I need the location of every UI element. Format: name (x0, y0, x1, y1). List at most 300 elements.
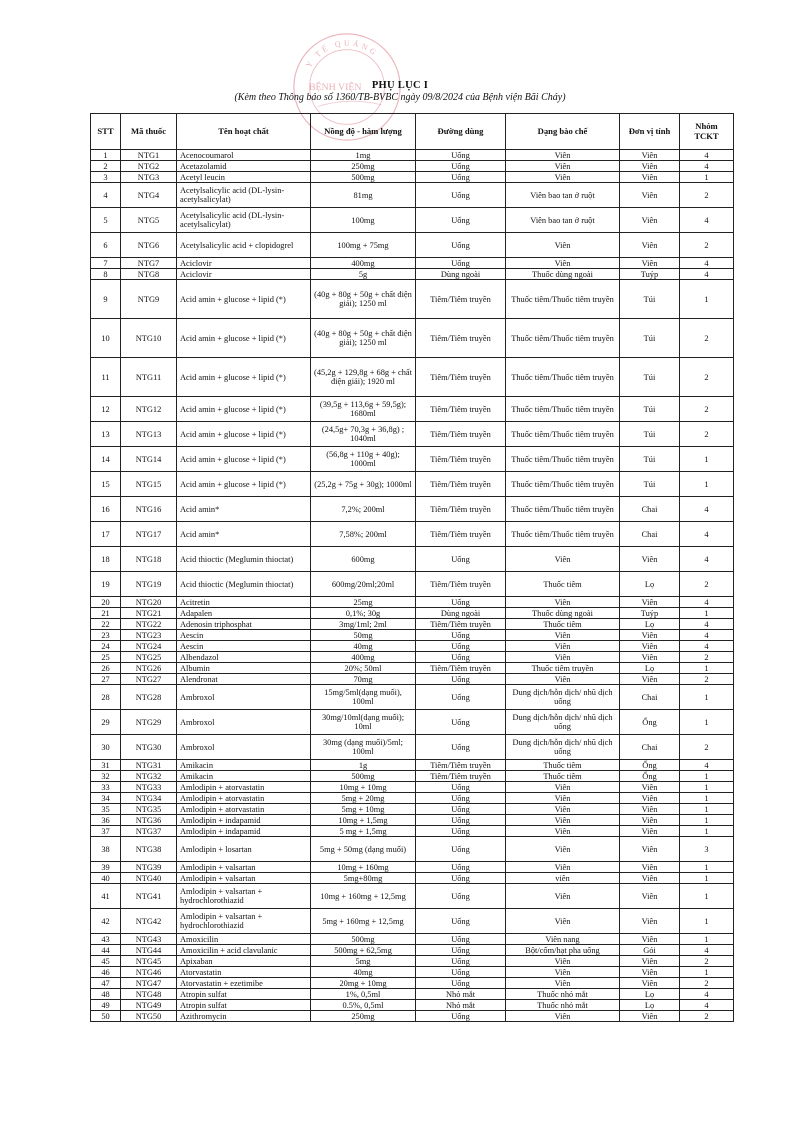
cell-nong-do: 0.5%, 0,5ml (311, 1000, 416, 1011)
cell-stt: 35 (91, 804, 121, 815)
cell-duong-dung: Uống (416, 793, 506, 804)
cell-ten-hoat-chat: Acid amin* (177, 497, 311, 522)
cell-stt: 21 (91, 608, 121, 619)
cell-nong-do: 500mg (311, 771, 416, 782)
cell-nhom-tckt: 1 (680, 608, 734, 619)
table-row (91, 422, 734, 447)
cell-stt: 7 (91, 258, 121, 269)
table-row (91, 1000, 734, 1011)
cell-nhom-tckt: 1 (680, 873, 734, 884)
cell-dang-bao-che: Bột/cốm/hạt pha uống (506, 945, 620, 956)
cell-duong-dung: Uống (416, 884, 506, 909)
cell-dang-bao-che: Thuốc tiêm/Thuốc tiêm truyền (506, 447, 620, 472)
cell-nong-do: (24,5g+ 70,3g + 36,8g) ; 1040ml (311, 422, 416, 447)
cell-nong-do: 1mg (311, 150, 416, 161)
cell-ten-hoat-chat: Amlodipin + valsartan (177, 862, 311, 873)
table-row (91, 280, 734, 319)
table-row (91, 909, 734, 934)
cell-nong-do: 10mg + 1,5mg (311, 815, 416, 826)
table-row (91, 497, 734, 522)
cell-nhom-tckt: 4 (680, 945, 734, 956)
cell-stt: 12 (91, 397, 121, 422)
cell-don-vi-tinh: Lọ (620, 572, 680, 597)
cell-nhom-tckt: 1 (680, 172, 734, 183)
cell-dang-bao-che: Viên (506, 956, 620, 967)
cell-ma-thuoc: NTG18 (121, 547, 177, 572)
cell-nhom-tckt: 4 (680, 150, 734, 161)
cell-stt: 19 (91, 572, 121, 597)
cell-dang-bao-che: Viên (506, 804, 620, 815)
cell-ten-hoat-chat: Aciclovir (177, 269, 311, 280)
cell-stt: 25 (91, 652, 121, 663)
cell-ma-thuoc: NTG17 (121, 522, 177, 547)
table-row (91, 183, 734, 208)
col-header-nhom-tckt: Nhóm TCKT (680, 114, 734, 150)
cell-dang-bao-che: Viên (506, 1011, 620, 1022)
cell-ma-thuoc: NTG21 (121, 608, 177, 619)
cell-dang-bao-che: Thuốc tiêm truyền (506, 663, 620, 674)
cell-ma-thuoc: NTG36 (121, 815, 177, 826)
table-row (91, 522, 734, 547)
cell-ma-thuoc: NTG16 (121, 497, 177, 522)
cell-stt: 1 (91, 150, 121, 161)
cell-don-vi-tinh: Gói (620, 945, 680, 956)
cell-don-vi-tinh: Ống (620, 771, 680, 782)
cell-nhom-tckt: 4 (680, 619, 734, 630)
table-row (91, 1011, 734, 1022)
cell-nhom-tckt: 2 (680, 183, 734, 208)
cell-dang-bao-che: Thuốc tiêm (506, 572, 620, 597)
table-row (91, 447, 734, 472)
table-row (91, 884, 734, 909)
cell-duong-dung: Tiêm/Tiêm truyền (416, 663, 506, 674)
cell-dang-bao-che: Thuốc tiêm (506, 619, 620, 630)
cell-nhom-tckt: 2 (680, 572, 734, 597)
table-row (91, 597, 734, 608)
cell-don-vi-tinh: Lọ (620, 1000, 680, 1011)
cell-duong-dung: Tiêm/Tiêm truyền (416, 280, 506, 319)
cell-ten-hoat-chat: Aescin (177, 641, 311, 652)
cell-stt: 8 (91, 269, 121, 280)
table-row (91, 150, 734, 161)
cell-ten-hoat-chat: Acetylsalicylic acid + clopidogrel (177, 233, 311, 258)
cell-stt: 40 (91, 873, 121, 884)
cell-nhom-tckt: 1 (680, 793, 734, 804)
cell-don-vi-tinh: Ống (620, 710, 680, 735)
cell-don-vi-tinh: Viên (620, 873, 680, 884)
cell-don-vi-tinh: Viên (620, 815, 680, 826)
col-header-stt: STT (91, 114, 121, 150)
cell-nong-do: 600mg (311, 547, 416, 572)
cell-ma-thuoc: NTG47 (121, 978, 177, 989)
cell-duong-dung: Uống (416, 837, 506, 862)
cell-dang-bao-che: Thuốc tiêm/Thuốc tiêm truyền (506, 472, 620, 497)
table-row (91, 319, 734, 358)
cell-stt: 24 (91, 641, 121, 652)
cell-stt: 36 (91, 815, 121, 826)
table-row (91, 793, 734, 804)
cell-ma-thuoc: NTG13 (121, 422, 177, 447)
cell-ten-hoat-chat: Acetylsalicylic acid (DL-lysin-acetylsalicylat) (177, 183, 311, 208)
cell-dang-bao-che: Thuốc tiêm/Thuốc tiêm truyền (506, 280, 620, 319)
cell-don-vi-tinh: Viên (620, 909, 680, 934)
cell-duong-dung: Uống (416, 641, 506, 652)
cell-don-vi-tinh: Lọ (620, 989, 680, 1000)
cell-don-vi-tinh: Chai (620, 522, 680, 547)
cell-ten-hoat-chat: Acetylsalicylic acid (DL-lysin-acetylsalicylat) (177, 208, 311, 233)
cell-ma-thuoc: NTG44 (121, 945, 177, 956)
cell-duong-dung: Tiêm/Tiêm truyền (416, 472, 506, 497)
cell-duong-dung: Uống (416, 685, 506, 710)
cell-ma-thuoc: NTG38 (121, 837, 177, 862)
cell-duong-dung: Tiêm/Tiêm truyền (416, 522, 506, 547)
table-row (91, 472, 734, 497)
cell-nong-do: 30mg/10ml(dạng muối); 10ml (311, 710, 416, 735)
cell-ma-thuoc: NTG23 (121, 630, 177, 641)
cell-ma-thuoc: NTG1 (121, 150, 177, 161)
cell-stt: 11 (91, 358, 121, 397)
col-header-don-vi-tinh: Đơn vị tính (620, 114, 680, 150)
table-row (91, 358, 734, 397)
cell-nong-do: 5mg + 160mg + 12,5mg (311, 909, 416, 934)
cell-duong-dung: Tiêm/Tiêm truyền (416, 319, 506, 358)
cell-ma-thuoc: NTG34 (121, 793, 177, 804)
cell-ten-hoat-chat: Acid amin + glucose + lipid (*) (177, 358, 311, 397)
document-subtitle: (Kèm theo Thông báo số 1360/TB-BVBC ngày 09/8/2024 của Bệnh viện Bãi Cháy) (234, 92, 566, 103)
cell-stt: 26 (91, 663, 121, 674)
cell-duong-dung: Tiêm/Tiêm truyền (416, 358, 506, 397)
cell-ten-hoat-chat: Acid thioctic (Meglumin thioctat) (177, 572, 311, 597)
cell-ma-thuoc: NTG20 (121, 597, 177, 608)
table-row (91, 760, 734, 771)
cell-dang-bao-che: Viên (506, 233, 620, 258)
cell-ten-hoat-chat: Acid amin* (177, 522, 311, 547)
cell-ten-hoat-chat: Amoxicilin + acid clavulanic (177, 945, 311, 956)
cell-nhom-tckt: 4 (680, 208, 734, 233)
cell-duong-dung: Tiêm/Tiêm truyền (416, 447, 506, 472)
cell-don-vi-tinh: Túi (620, 358, 680, 397)
cell-nong-do: 7,58%; 200ml (311, 522, 416, 547)
cell-stt: 33 (91, 782, 121, 793)
cell-duong-dung: Uống (416, 710, 506, 735)
cell-don-vi-tinh: Chai (620, 735, 680, 760)
cell-nong-do: 100mg (311, 208, 416, 233)
cell-ma-thuoc: NTG12 (121, 397, 177, 422)
cell-ten-hoat-chat: Amlodipin + losartan (177, 837, 311, 862)
cell-ten-hoat-chat: Acid amin + glucose + lipid (*) (177, 447, 311, 472)
cell-stt: 2 (91, 161, 121, 172)
cell-ten-hoat-chat: Amlodipin + atorvastatin (177, 804, 311, 815)
cell-don-vi-tinh: Viên (620, 652, 680, 663)
cell-nong-do: 3mg/1ml; 2ml (311, 619, 416, 630)
cell-nhom-tckt: 2 (680, 956, 734, 967)
table-row (91, 674, 734, 685)
table-row (91, 956, 734, 967)
cell-stt: 13 (91, 422, 121, 447)
cell-nhom-tckt: 2 (680, 233, 734, 258)
cell-duong-dung: Uống (416, 978, 506, 989)
cell-duong-dung: Dùng ngoài (416, 608, 506, 619)
cell-ten-hoat-chat: Acid thioctic (Meglumin thioctat) (177, 547, 311, 572)
cell-dang-bao-che: Viên (506, 909, 620, 934)
cell-duong-dung: Uống (416, 956, 506, 967)
cell-nong-do: 400mg (311, 652, 416, 663)
cell-nong-do: 250mg (311, 161, 416, 172)
cell-dang-bao-che: Thuốc nhỏ mắt (506, 1000, 620, 1011)
cell-dang-bao-che: Dung dịch/hỗn dịch/ nhũ dịch uống (506, 735, 620, 760)
cell-nhom-tckt: 1 (680, 815, 734, 826)
cell-don-vi-tinh: Viên (620, 150, 680, 161)
cell-ten-hoat-chat: Atropin sulfat (177, 989, 311, 1000)
cell-ma-thuoc: NTG39 (121, 862, 177, 873)
cell-don-vi-tinh: Viên (620, 161, 680, 172)
cell-stt: 3 (91, 172, 121, 183)
table-row (91, 826, 734, 837)
cell-dang-bao-che: Thuốc tiêm/Thuốc tiêm truyền (506, 522, 620, 547)
cell-don-vi-tinh: Viên (620, 233, 680, 258)
cell-nong-do: 500mg (311, 934, 416, 945)
table-row (91, 804, 734, 815)
cell-duong-dung: Uống (416, 1011, 506, 1022)
cell-dang-bao-che: Thuốc tiêm/Thuốc tiêm truyền (506, 422, 620, 447)
cell-nhom-tckt: 2 (680, 319, 734, 358)
cell-duong-dung: Uống (416, 674, 506, 685)
stamp-arc-text: Y TẾ QUẢNG (304, 38, 380, 70)
cell-nong-do: 10mg + 10mg (311, 782, 416, 793)
cell-ma-thuoc: NTG22 (121, 619, 177, 630)
cell-ma-thuoc: NTG29 (121, 710, 177, 735)
cell-duong-dung: Uống (416, 630, 506, 641)
table-row (91, 161, 734, 172)
cell-dang-bao-che: Viên (506, 837, 620, 862)
cell-dang-bao-che: Thuốc tiêm/Thuốc tiêm truyền (506, 397, 620, 422)
cell-nhom-tckt: 1 (680, 909, 734, 934)
cell-ma-thuoc: NTG42 (121, 909, 177, 934)
cell-duong-dung: Uống (416, 597, 506, 608)
cell-ten-hoat-chat: Amlodipin + indapamid (177, 815, 311, 826)
cell-dang-bao-che: Viên (506, 978, 620, 989)
table-row (91, 685, 734, 710)
cell-nong-do: 40mg (311, 967, 416, 978)
cell-stt: 38 (91, 837, 121, 862)
cell-ma-thuoc: NTG2 (121, 161, 177, 172)
cell-duong-dung: Nhỏ mắt (416, 1000, 506, 1011)
stamp-center-text: BỆNH VIỆN (308, 81, 362, 93)
cell-stt: 4 (91, 183, 121, 208)
cell-duong-dung: Uống (416, 172, 506, 183)
cell-dang-bao-che: Viên (506, 172, 620, 183)
cell-ten-hoat-chat: Amlodipin + valsartan + hydrochlorothiazid (177, 884, 311, 909)
cell-don-vi-tinh: Viên (620, 884, 680, 909)
cell-don-vi-tinh: Viên (620, 934, 680, 945)
cell-don-vi-tinh: Viên (620, 172, 680, 183)
table-row (91, 652, 734, 663)
table-row (91, 815, 734, 826)
cell-duong-dung: Uống (416, 233, 506, 258)
cell-duong-dung: Uống (416, 804, 506, 815)
cell-nhom-tckt: 1 (680, 447, 734, 472)
cell-nhom-tckt: 4 (680, 989, 734, 1000)
cell-don-vi-tinh: Viên (620, 183, 680, 208)
cell-nhom-tckt: 4 (680, 597, 734, 608)
cell-don-vi-tinh: Túi (620, 447, 680, 472)
cell-ten-hoat-chat: Acid amin + glucose + lipid (*) (177, 397, 311, 422)
cell-don-vi-tinh: Viên (620, 547, 680, 572)
table-row (91, 989, 734, 1000)
cell-don-vi-tinh: Viên (620, 862, 680, 873)
cell-don-vi-tinh: Chai (620, 685, 680, 710)
table-row (91, 771, 734, 782)
col-header-dang-bao-che: Dạng bào chế (506, 114, 620, 150)
cell-ten-hoat-chat: Ambroxol (177, 710, 311, 735)
table-row (91, 873, 734, 884)
cell-ma-thuoc: NTG31 (121, 760, 177, 771)
cell-ten-hoat-chat: Albumin (177, 663, 311, 674)
cell-ten-hoat-chat: Adenosin triphosphat (177, 619, 311, 630)
cell-ma-thuoc: NTG27 (121, 674, 177, 685)
cell-dang-bao-che: Thuốc nhỏ mắt (506, 989, 620, 1000)
cell-dang-bao-che: Viên (506, 150, 620, 161)
table-row (91, 547, 734, 572)
table-row (91, 397, 734, 422)
cell-stt: 44 (91, 945, 121, 956)
cell-nong-do: 100mg + 75mg (311, 233, 416, 258)
cell-nong-do: 5mg + 20mg (311, 793, 416, 804)
cell-nong-do: 25mg (311, 597, 416, 608)
cell-ten-hoat-chat: Alendronat (177, 674, 311, 685)
cell-duong-dung: Tiêm/Tiêm truyền (416, 760, 506, 771)
cell-ten-hoat-chat: Aescin (177, 630, 311, 641)
col-header-duong-dung: Đường dùng (416, 114, 506, 150)
cell-ten-hoat-chat: Acenocoumarol (177, 150, 311, 161)
cell-stt: 10 (91, 319, 121, 358)
cell-ten-hoat-chat: Acid amin + glucose + lipid (*) (177, 472, 311, 497)
cell-nhom-tckt: 2 (680, 358, 734, 397)
cell-ten-hoat-chat: Amlodipin + indapamid (177, 826, 311, 837)
table-row (91, 663, 734, 674)
cell-dang-bao-che: Dung dịch/hỗn dịch/ nhũ dịch uống (506, 685, 620, 710)
cell-nong-do: (56,8g + 110g + 40g); 1000ml (311, 447, 416, 472)
cell-duong-dung: Uống (416, 208, 506, 233)
cell-nhom-tckt: 1 (680, 472, 734, 497)
cell-don-vi-tinh: Viên (620, 208, 680, 233)
table-row (91, 837, 734, 862)
cell-duong-dung: Tiêm/Tiêm truyền (416, 422, 506, 447)
cell-nhom-tckt: 4 (680, 269, 734, 280)
cell-ten-hoat-chat: Ambroxol (177, 735, 311, 760)
cell-nhom-tckt: 2 (680, 422, 734, 447)
cell-ten-hoat-chat: Atropin sulfat (177, 1000, 311, 1011)
cell-duong-dung: Uống (416, 967, 506, 978)
cell-nong-do: 600mg/20ml;20ml (311, 572, 416, 597)
cell-nhom-tckt: 1 (680, 280, 734, 319)
cell-ten-hoat-chat: Acetyl leucin (177, 172, 311, 183)
cell-stt: 46 (91, 967, 121, 978)
cell-nhom-tckt: 4 (680, 760, 734, 771)
cell-dang-bao-che: Viên (506, 630, 620, 641)
cell-nong-do: 0,1%; 30g (311, 608, 416, 619)
cell-ma-thuoc: NTG3 (121, 172, 177, 183)
cell-nong-do: (40g + 80g + 50g + chất điện giải); 1250 ml (311, 280, 416, 319)
table-row (91, 269, 734, 280)
cell-nong-do: (40g + 80g + 50g + chất điện giải); 1250 ml (311, 319, 416, 358)
cell-nhom-tckt: 1 (680, 884, 734, 909)
cell-don-vi-tinh: Viên (620, 597, 680, 608)
cell-nhom-tckt: 4 (680, 547, 734, 572)
cell-dang-bao-che: Viên bao tan ở ruột (506, 208, 620, 233)
cell-dang-bao-che: Viên (506, 884, 620, 909)
cell-duong-dung: Uống (416, 782, 506, 793)
table-row (91, 572, 734, 597)
cell-duong-dung: Tiêm/Tiêm truyền (416, 771, 506, 782)
cell-stt: 27 (91, 674, 121, 685)
cell-ma-thuoc: NTG24 (121, 641, 177, 652)
cell-stt: 50 (91, 1011, 121, 1022)
cell-ten-hoat-chat: Acetazolamid (177, 161, 311, 172)
cell-dang-bao-che: Viên (506, 547, 620, 572)
table-row (91, 608, 734, 619)
cell-nhom-tckt: 1 (680, 804, 734, 815)
cell-nong-do: 10mg + 160mg (311, 862, 416, 873)
cell-nhom-tckt: 1 (680, 771, 734, 782)
cell-duong-dung: Uống (416, 652, 506, 663)
cell-stt: 41 (91, 884, 121, 909)
cell-nhom-tckt: 4 (680, 1000, 734, 1011)
cell-dang-bao-che: Viên (506, 967, 620, 978)
cell-nong-do: (25,2g + 75g + 30g); 1000ml (311, 472, 416, 497)
table-row (91, 258, 734, 269)
cell-stt: 15 (91, 472, 121, 497)
cell-nong-do: 15mg/5ml(dạng muối), 100ml (311, 685, 416, 710)
cell-stt: 45 (91, 956, 121, 967)
cell-ma-thuoc: NTG48 (121, 989, 177, 1000)
table-header-row (91, 114, 734, 150)
cell-ma-thuoc: NTG43 (121, 934, 177, 945)
cell-ten-hoat-chat: Acitretin (177, 597, 311, 608)
cell-ma-thuoc: NTG5 (121, 208, 177, 233)
cell-nhom-tckt: 1 (680, 862, 734, 873)
cell-dang-bao-che: Thuốc tiêm/Thuốc tiêm truyền (506, 358, 620, 397)
cell-ma-thuoc: NTG37 (121, 826, 177, 837)
svg-text:Y TẾ QUẢNG (304, 38, 380, 69)
cell-nong-do: 5 mg + 1,5mg (311, 826, 416, 837)
cell-ma-thuoc: NTG45 (121, 956, 177, 967)
table-row (91, 172, 734, 183)
cell-nhom-tckt: 2 (680, 652, 734, 663)
cell-ten-hoat-chat: Albendazol (177, 652, 311, 663)
cell-dang-bao-che: Dung dịch/hỗn dịch/ nhũ dịch uống (506, 710, 620, 735)
cell-nong-do: 400mg (311, 258, 416, 269)
cell-nhom-tckt: 3 (680, 837, 734, 862)
cell-ma-thuoc: NTG28 (121, 685, 177, 710)
cell-duong-dung: Uống (416, 873, 506, 884)
document-title: PHỤ LỤC I (371, 80, 429, 91)
cell-nhom-tckt: 2 (680, 978, 734, 989)
table-row (91, 945, 734, 956)
table-row (91, 782, 734, 793)
cell-don-vi-tinh: Túi (620, 397, 680, 422)
cell-stt: 34 (91, 793, 121, 804)
cell-stt: 49 (91, 1000, 121, 1011)
cell-don-vi-tinh: Túi (620, 472, 680, 497)
cell-nong-do: (39,5g + 113,6g + 59,5g); 1680ml (311, 397, 416, 422)
cell-nong-do: 30mg (dạng muối)/5ml; 100ml (311, 735, 416, 760)
cell-dang-bao-che: Viên (506, 258, 620, 269)
cell-duong-dung: Uống (416, 183, 506, 208)
cell-nong-do: 81mg (311, 183, 416, 208)
cell-don-vi-tinh: Túi (620, 319, 680, 358)
table-row (91, 630, 734, 641)
